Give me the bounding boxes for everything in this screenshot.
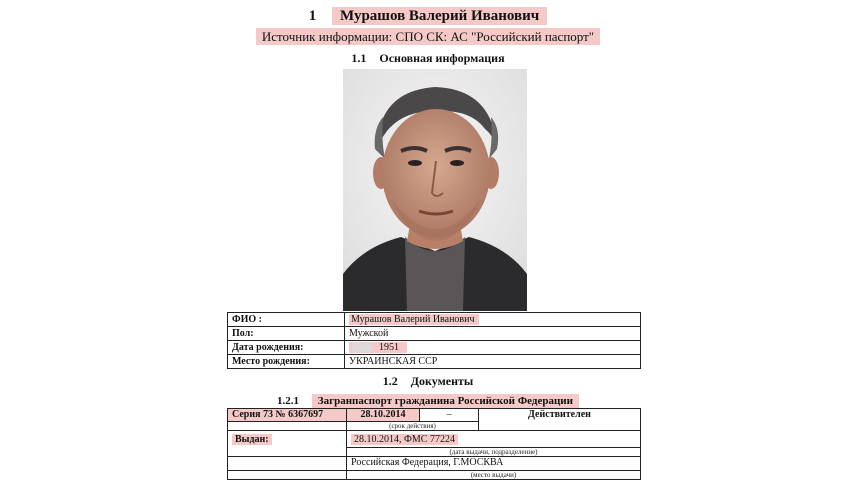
issued-caption: (дата выдачи, подразделение) bbox=[449, 448, 538, 456]
passport-table bbox=[227, 408, 641, 480]
section-docs-heading bbox=[0, 374, 856, 389]
fio-value: Мурашов Валерий Иванович bbox=[349, 314, 479, 325]
issued-label: Выдан: bbox=[232, 434, 272, 445]
gender-value: Мужской bbox=[345, 327, 641, 341]
birthdate-value-cell bbox=[345, 341, 641, 355]
issued-value: 28.10.2014, ФМС 77224 bbox=[351, 434, 458, 445]
place-caption: (место выдачи) bbox=[470, 471, 517, 479]
issued-label-cell bbox=[228, 431, 347, 457]
issued-value-cell bbox=[347, 431, 641, 448]
basic-info-table bbox=[227, 312, 641, 369]
empty-cell bbox=[228, 457, 347, 471]
table-row bbox=[228, 327, 641, 341]
table-row bbox=[228, 457, 641, 471]
birthdate-highlight bbox=[349, 342, 407, 353]
validity-caption-cell bbox=[347, 422, 479, 431]
issued-caption-cell bbox=[347, 448, 641, 457]
empty-cell bbox=[228, 422, 347, 431]
birthdate-label: Дата рождения: bbox=[228, 341, 345, 355]
passport-dash: – bbox=[420, 409, 479, 422]
person-name: Мурашов Валерий Иванович bbox=[332, 7, 547, 25]
birthplace-label: Место рождения: bbox=[228, 355, 345, 369]
passport-heading bbox=[0, 395, 856, 407]
section-docs-title: Документы bbox=[410, 374, 474, 388]
place-caption-cell bbox=[347, 471, 641, 480]
fio-label: ФИО : bbox=[228, 313, 345, 327]
section-basic-number: 1.1 bbox=[351, 51, 367, 65]
table-row bbox=[228, 409, 641, 422]
person-title bbox=[0, 8, 856, 25]
section-basic-title: Основная информация bbox=[379, 51, 505, 65]
passport-status: Действителен bbox=[479, 409, 641, 431]
place-value: Российская Федерация, Г.МОСКВА bbox=[347, 457, 641, 471]
passport-section-number: 1.2.1 bbox=[277, 395, 300, 407]
passport-date: 28.10.2014 bbox=[347, 409, 420, 422]
person-photo bbox=[343, 69, 527, 311]
table-row bbox=[228, 355, 641, 369]
table-row bbox=[228, 431, 641, 448]
fio-value-cell bbox=[345, 313, 641, 327]
validity-caption: (срок действия) bbox=[389, 422, 436, 430]
redacted-blur bbox=[351, 343, 373, 352]
table-row bbox=[228, 313, 641, 327]
table-row bbox=[228, 341, 641, 355]
person-number: 1 bbox=[308, 8, 317, 24]
table-row bbox=[228, 471, 641, 480]
passport-title: Загранпаспорт гражданина Российской Федерации bbox=[312, 394, 579, 408]
birthdate-value: 1951 bbox=[379, 342, 399, 353]
passport-series: Серия 73 № 6367697 bbox=[228, 409, 347, 422]
source-line bbox=[0, 29, 856, 45]
birthplace-value: УКРАИНСКАЯ ССР bbox=[345, 355, 641, 369]
section-basic-heading bbox=[0, 51, 856, 66]
section-docs-number: 1.2 bbox=[382, 374, 398, 388]
gender-label: Пол: bbox=[228, 327, 345, 341]
empty-cell bbox=[228, 471, 347, 480]
source-text: Источник информации: СПО СК: АС "Российский паспорт" bbox=[256, 28, 600, 45]
